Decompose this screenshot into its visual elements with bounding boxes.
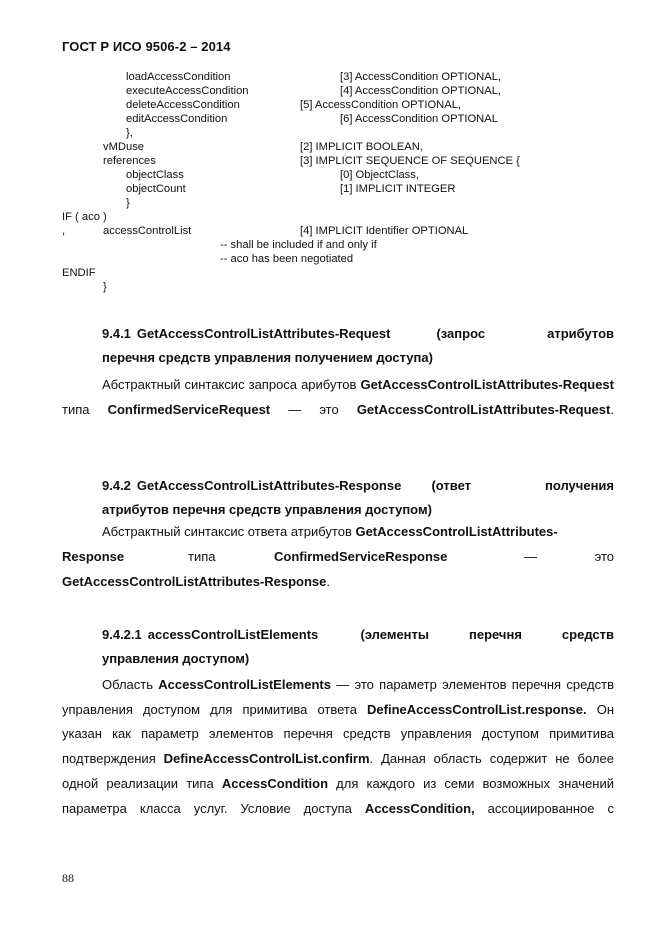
paragraph-9-4-2-line: GetAccessControlListAttributes-Response. <box>62 574 331 589</box>
heading-line: 9.4.1 GetAccessControlListAttributes-Request (запрос атрибутов <box>102 326 614 341</box>
section-heading-9-4-1 <box>102 322 614 370</box>
code-line: vMDuse [2] IMPLICIT BOOLEAN, <box>103 141 423 153</box>
code-line: -- aco has been negotiated <box>220 253 354 265</box>
heading-line: 9.4.2.1 accessControlListElements (элементы перечня средств <box>102 627 614 642</box>
paragraph-9-4-2-line: Response типа ConfirmedServiceResponse — это <box>62 549 614 564</box>
code-line: deleteAccessCondition [5] AccessCondition OPTIONAL, <box>126 99 462 111</box>
code-line: } <box>126 197 130 209</box>
heading-line: управления доступом) <box>102 651 250 666</box>
heading-line: перечня средств управления получением доступа) <box>102 350 433 365</box>
code-line: , accessControlList [4] IMPLICIT Identifier OPTIONAL <box>62 225 469 237</box>
code-line: ENDIF <box>62 267 96 279</box>
asn1-code-block <box>0 70 662 294</box>
code-line: loadAccessCondition [3] AccessCondition OPTIONAL, <box>126 71 502 83</box>
code-line: references [3] IMPLICIT SEQUENCE OF SEQUENCE { <box>103 155 520 167</box>
code-line: objectClass [0] ObjectClass, <box>126 169 419 181</box>
paragraph-9-4-2-1: Область AccessControlListElements — это параметр элементов перечня средств управления доступом для примитива ответа DefineAccessControlList.response. Он указан как параметр элементов перечня средств управления доступом примитива подтверждения DefineAccessControlList.confirm. Данная область содержит не более одной реализации типа AccessCondition для каждого из семи возможных значений параметра класса услуг. Условие доступа AccessCondition, ассоциированное с <box>62 677 614 816</box>
section-heading-9-4-2-1 <box>102 623 614 671</box>
section-heading-9-4-2 <box>102 474 614 522</box>
code-line: executeAccessCondition [4] AccessCondition OPTIONAL, <box>126 85 502 97</box>
code-line: } <box>103 281 107 293</box>
code-line: IF ( aco ) <box>62 211 107 223</box>
paragraph-9-4-1: Абстрактный синтаксис запроса арибутов GetAccessControlListAttributes-Request типа ConfirmedServiceRequest — это GetAccessControlListAttributes-Request. <box>62 377 614 417</box>
page-number: 88 <box>62 871 74 885</box>
paragraph-9-4-2-line: Абстрактный синтаксис ответа атрибутов GetAccessControlListAttributes- <box>102 524 558 539</box>
code-line: objectCount [1] IMPLICIT INTEGER <box>126 183 456 195</box>
heading-line: 9.4.2 GetAccessControlListAttributes-Response (ответ получения <box>102 478 614 493</box>
code-line: }, <box>126 127 133 139</box>
code-line: editAccessCondition [6] AccessCondition OPTIONAL <box>126 113 498 125</box>
heading-line: атрибутов перечня средств управления доступом) <box>102 502 432 517</box>
code-line: -- shall be included if and only if <box>220 239 377 251</box>
document-header: ГОСТ Р ИСО 9506-2 – 2014 <box>62 39 231 54</box>
